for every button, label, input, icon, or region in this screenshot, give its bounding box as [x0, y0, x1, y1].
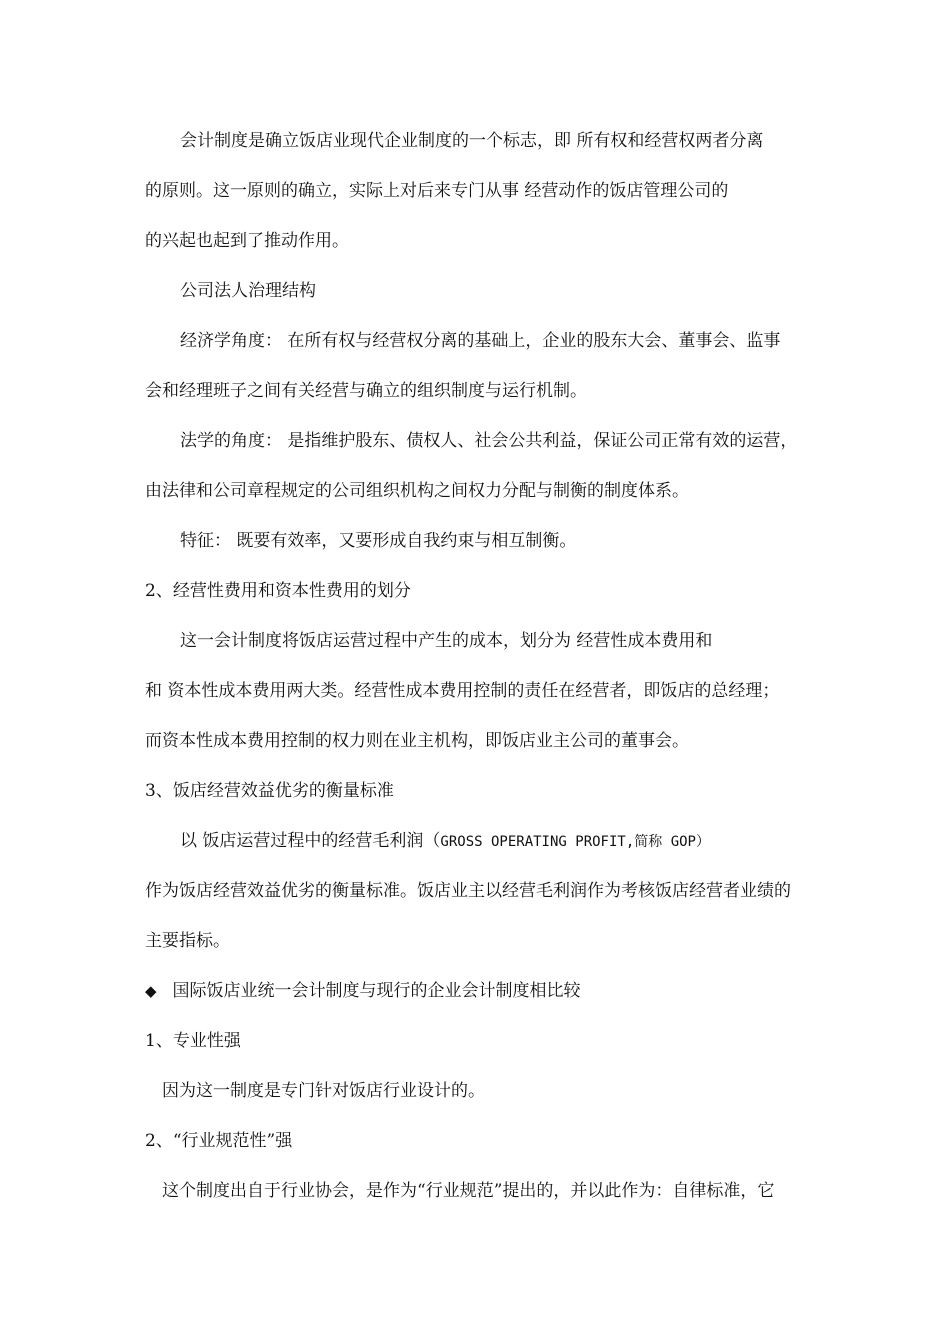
- paragraph-line: 会和经理班子之间有关经营与确立的组织制度与运行机制。: [145, 381, 587, 401]
- paragraph-line: 因为这一制度是专门针对饭店行业设计的。: [162, 1081, 485, 1101]
- paragraph-line: [180, 830, 710, 852]
- section-heading: 公司法人治理结构: [180, 281, 316, 301]
- paragraph-line: 经济学角度： 在所有权与经营权分离的基础上，企业的股东大会、董事会、监事: [180, 331, 781, 351]
- paragraph-line: 和 资本性成本费用两大类。经营性成本费用控制的责任在经营者，即饭店的总经理；: [145, 681, 780, 701]
- section-heading: 1、专业性强: [145, 1031, 241, 1051]
- gop-text-english: GROSS OPERATING PROFIT: [440, 834, 626, 850]
- section-heading: 2、“行业规范性”强: [145, 1131, 293, 1151]
- paragraph-line: 这个制度出自于行业协会，是作为“行业规范”提出的，并以此作为：自律标准，它: [162, 1181, 775, 1201]
- paragraph-line: 特征： 既要有效率，又要形成自我约束与相互制衡。: [180, 531, 577, 551]
- section-heading: [145, 980, 581, 1002]
- paragraph-line: 主要指标。: [145, 931, 230, 951]
- paragraph-line: 的兴起也起到了推动作用。: [145, 231, 349, 251]
- paragraph-line: 作为饭店经营效益优劣的衡量标准。饭店业主以经营毛利润作为考核饭店经营者业绩的: [145, 881, 791, 901]
- section-heading: 3、饭店经营效益优劣的衡量标准: [145, 781, 394, 801]
- gop-text-suffix: ,简称 GOP）: [625, 834, 710, 850]
- paragraph-line: 这一会计制度将饭店运营过程中产生的成本，划分为 经营性成本费用和: [180, 631, 713, 651]
- paragraph-line: 法学的角度： 是指维护股东、债权人、社会公共利益，保证公司正常有效的运营，: [180, 431, 798, 451]
- diamond-bullet-icon: ◆: [145, 982, 157, 1000]
- section-heading: 2、经营性费用和资本性费用的划分: [145, 581, 411, 601]
- heading-text: 国际饭店业统一会计制度与现行的企业会计制度相比较: [172, 981, 581, 1001]
- paragraph-line: 会计制度是确立饭店业现代企业制度的一个标志，即 所有权和经营权两者分离: [180, 131, 764, 151]
- paragraph-line: 而资本性成本费用控制的权力则在业主机构，即饭店业主公司的董事会。: [145, 731, 689, 751]
- gop-text-prefix: 以 饭店运营过程中的经营毛利润（: [180, 831, 441, 851]
- paragraph-line: 的原则。这一原则的确立，实际上对后来专门从事 经营动作的饭店管理公司的: [145, 181, 729, 201]
- paragraph-line: 由法律和公司章程规定的公司组织机构之间权力分配与制衡的制度体系。: [145, 481, 689, 501]
